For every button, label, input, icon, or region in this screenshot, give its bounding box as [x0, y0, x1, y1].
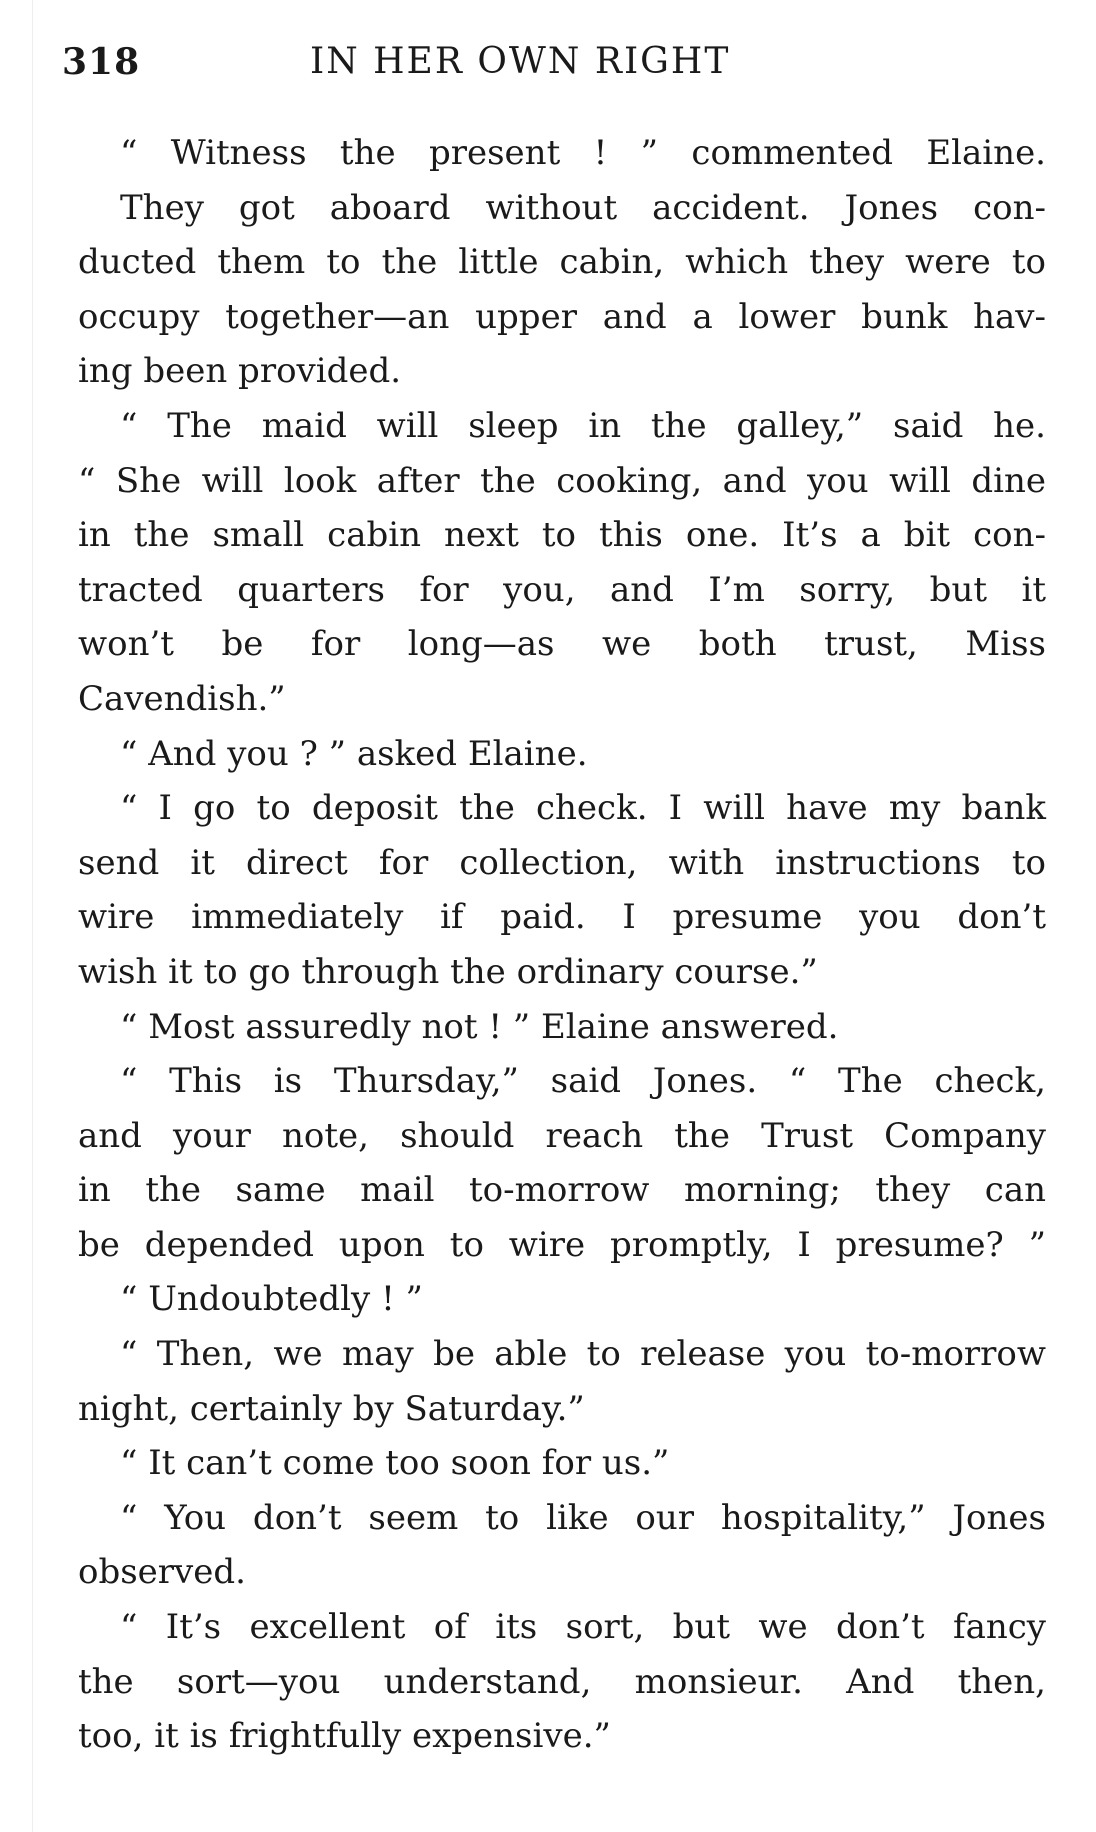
text-line: wire immediately if paid. I presume you don’t [78, 897, 1046, 938]
text-line: “ Then, we may be able to release you to-morrow [120, 1334, 1046, 1375]
text-line: They got aboard without accident. Jones con- [120, 187, 1046, 228]
text-line: “ It’s excellent of its sort, but we don’t fancy [120, 1607, 1046, 1648]
text-line: ducted them to the little cabin, which they were to [78, 242, 1046, 283]
text-line: send it direct for collection, with instructions to [78, 842, 1046, 883]
text-line: “ Witness the present ! ” commented Elaine. [120, 133, 1046, 173]
page-edge-line [32, 0, 33, 1832]
text-line: “ I go to deposit the check. I will have my bank [120, 788, 1046, 829]
running-head-title: IN HER OWN RIGHT [310, 41, 731, 82]
text-line: “ This is Thursday,” said Jones. “ The check, [120, 1061, 1046, 1102]
page-header [62, 38, 1062, 88]
text-line: Cavendish.” [78, 678, 286, 719]
text-line: ing been provided. [78, 351, 402, 392]
text-line: too, it is frightfully expensive.” [78, 1716, 611, 1757]
text-line: in the small cabin next to this one. It’s a bit con- [78, 515, 1046, 556]
text-line: “ Undoubtedly ! ” [120, 1279, 423, 1320]
body-text [78, 126, 1046, 1764]
page-number: 318 [62, 41, 141, 83]
text-line: in the same mail to-morrow morning; they can [78, 1170, 1046, 1211]
text-line: tracted quarters for you, and I’m sorry, but it [78, 569, 1046, 610]
text-line: and your note, should reach the Trust Company [78, 1115, 1046, 1156]
text-line: wish it to go through the ordinary course.” [78, 951, 818, 992]
text-line: “ And you ? ” asked Elaine. [120, 733, 588, 774]
text-line: “ Most assuredly not ! ” Elaine answered. [120, 1006, 839, 1047]
text-line: the sort—you understand, monsieur. And then, [78, 1661, 1046, 1702]
text-line: “ It can’t come too soon for us.” [120, 1443, 670, 1484]
text-line: night, certainly by Saturday.” [78, 1388, 585, 1429]
text-line: won’t be for long—as we both trust, Miss [78, 624, 1046, 665]
text-line: “ She will look after the cooking, and you will dine [78, 460, 1046, 501]
text-line: “ You don’t seem to like our hospitality,” Jones [120, 1497, 1046, 1538]
text-line: be depended upon to wire promptly, I presume? ” [78, 1224, 1046, 1265]
text-line: “ The maid will sleep in the galley,” said he. [120, 405, 1046, 446]
text-line: observed. [78, 1552, 246, 1593]
text-line: occupy together—an upper and a lower bunk hav- [78, 296, 1046, 337]
